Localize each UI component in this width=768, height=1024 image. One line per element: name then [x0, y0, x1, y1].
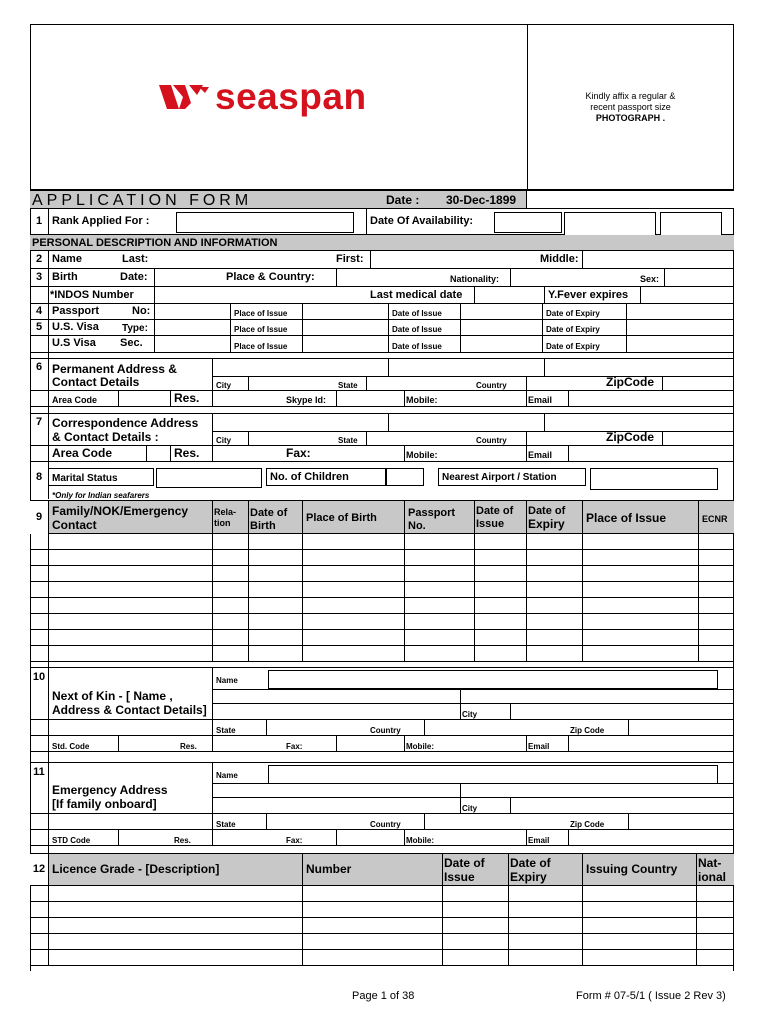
yfever-label: Y.Fever expires	[548, 289, 629, 301]
place-of-issue-label: Place of Issue	[234, 309, 288, 318]
last-name-label: Last:	[122, 253, 149, 265]
visa-row	[30, 320, 734, 336]
photo-instruction-2: recent passport size	[590, 102, 671, 112]
indos-label: *INDOS Number	[50, 289, 134, 301]
table-cell-divider	[582, 566, 583, 581]
name-row	[30, 251, 734, 269]
nok-state-row	[30, 720, 734, 736]
name-label: Name	[52, 253, 82, 265]
table-cell-divider	[48, 950, 49, 965]
rank-row	[30, 209, 734, 235]
table-cell-divider	[696, 950, 697, 965]
page-number: Page 1 of 38	[352, 990, 415, 1002]
visa-type-label: Type:	[122, 323, 148, 334]
table-cell-divider	[698, 614, 699, 629]
photo-box	[527, 25, 733, 189]
licence-table-row[interactable]	[30, 950, 734, 966]
visa-label: U.S. Visa	[52, 321, 99, 333]
fax-label: Fax:	[286, 446, 311, 460]
fax-label: Fax:	[286, 836, 303, 845]
table-cell-divider	[48, 934, 49, 949]
table-cell-divider	[404, 582, 405, 597]
place-country-label: Place & Country:	[226, 271, 315, 283]
mobile-label: Mobile:	[406, 395, 438, 405]
correspondence-address-row	[30, 414, 734, 431]
table-cell-divider	[698, 598, 699, 613]
children-label: No. of Children	[270, 471, 349, 483]
row-number: 2	[35, 253, 43, 265]
table-cell-divider	[404, 646, 405, 661]
marital-status-label: Marital Status	[52, 473, 118, 484]
table-cell-divider	[302, 614, 303, 629]
nok-phone-row	[30, 736, 734, 752]
rank-label: Rank Applied For :	[52, 215, 150, 227]
sex-label: Sex:	[640, 274, 660, 284]
table-cell-divider	[696, 934, 697, 949]
zipcode-label: ZipCode	[606, 430, 654, 444]
emergency-label: Emergency Address	[52, 783, 168, 797]
emergency-phone-row	[30, 830, 734, 846]
nok-label-2: Address & Contact Details]	[52, 703, 207, 717]
table-cell-divider	[302, 566, 303, 581]
correspondence-city-row	[30, 431, 734, 446]
table-cell-divider	[302, 534, 303, 549]
table-cell-divider	[302, 646, 303, 661]
family-header-row	[30, 500, 734, 534]
table-cell-divider	[526, 566, 527, 581]
visa-label: U.S Visa	[52, 337, 96, 349]
date-of-expiry-label: Date of Expiry	[546, 342, 600, 351]
relation-header: Rela-	[214, 507, 237, 517]
table-cell-divider	[698, 550, 699, 565]
state-label: State	[338, 381, 358, 390]
table-cell-divider	[582, 950, 583, 965]
table-cell-divider	[48, 646, 49, 661]
table-cell-divider	[302, 918, 303, 933]
table-cell-divider	[442, 902, 443, 917]
marital-row	[30, 468, 734, 488]
emergency-name-label: Name	[216, 771, 238, 780]
table-cell-divider	[302, 902, 303, 917]
airport-label: Nearest Airport / Station	[442, 472, 557, 483]
table-cell-divider	[698, 582, 699, 597]
table-cell-divider	[248, 566, 249, 581]
table-cell-divider	[442, 950, 443, 965]
row-number: 11	[33, 766, 45, 778]
table-cell-divider	[212, 582, 213, 597]
std-code-label: Std. Code	[52, 742, 90, 751]
seaspan-logo	[159, 77, 367, 117]
area-code-label: Area Code	[52, 446, 113, 460]
date-of-expiry-header-2: Expiry	[528, 517, 565, 531]
table-cell-divider	[212, 534, 213, 549]
date-of-issue-label: Date of Issue	[392, 309, 442, 318]
country-label: Country	[370, 820, 401, 829]
table-cell-divider	[248, 582, 249, 597]
city-label: City	[216, 381, 232, 390]
mobile-label: Mobile:	[406, 450, 438, 460]
family-table-row[interactable]	[30, 630, 734, 646]
table-cell-divider	[48, 566, 49, 581]
place-of-birth-header: Place of Birth	[306, 512, 377, 524]
email-label: Email	[528, 742, 550, 751]
emergency-label-2: [If family onboard]	[52, 797, 157, 811]
table-cell-divider	[302, 934, 303, 949]
availability-input-2[interactable]	[564, 212, 656, 237]
table-cell-divider	[526, 534, 527, 549]
emergency-state-row	[30, 814, 734, 830]
date-of-issue-header: Date of	[476, 505, 514, 517]
permanent-city-row	[30, 376, 734, 391]
birth-label: Birth	[52, 271, 78, 283]
table-cell-divider	[302, 582, 303, 597]
table-cell-divider	[696, 902, 697, 917]
table-cell-divider	[582, 598, 583, 613]
table-cell-divider	[442, 918, 443, 933]
indian-note-row	[30, 488, 734, 499]
form-number: Form # 07-5/1 ( Issue 2 Rev 3)	[576, 990, 726, 1002]
table-cell-divider	[474, 550, 475, 565]
table-cell-divider	[582, 582, 583, 597]
availability-input-3[interactable]	[660, 212, 722, 237]
nok-name-row	[30, 668, 734, 690]
passport-no-header: Passport	[408, 507, 456, 519]
table-cell-divider	[582, 934, 583, 949]
table-cell-divider	[474, 534, 475, 549]
table-cell-divider	[212, 630, 213, 645]
std-code-label: STD Code	[52, 836, 91, 845]
table-cell-divider	[526, 582, 527, 597]
passport-no-label: No:	[132, 305, 151, 317]
date-of-expiry-label: Date of Expiry	[546, 325, 600, 334]
national-header-2: ional	[698, 870, 727, 884]
availability-input-1[interactable]	[494, 212, 562, 233]
table-cell-divider	[48, 886, 49, 901]
table-cell-divider	[248, 630, 249, 645]
family-contact-header: Family/NOK/Emergency	[52, 504, 189, 518]
table-cell-divider	[508, 902, 509, 917]
country-label: Country	[370, 726, 401, 735]
city-label: City	[462, 804, 478, 813]
nok-city-row	[30, 704, 734, 720]
table-cell-divider	[212, 566, 213, 581]
table-cell-divider	[508, 950, 509, 965]
row-number: 7	[35, 416, 43, 428]
table-cell-divider	[442, 886, 443, 901]
table-cell-divider	[442, 934, 443, 949]
res-label: Res.	[174, 836, 191, 845]
permanent-address-row	[30, 359, 734, 376]
marital-status-input[interactable]	[156, 468, 262, 488]
email-label: Email	[528, 836, 550, 845]
table-cell-divider	[582, 886, 583, 901]
zipcode-label: Zip Code	[570, 726, 605, 735]
table-cell-divider	[248, 534, 249, 549]
table-cell-divider	[508, 934, 509, 949]
title-row	[30, 190, 734, 209]
table-cell-divider	[582, 534, 583, 549]
country-label: Country	[476, 436, 507, 445]
table-cell-divider	[474, 598, 475, 613]
table-cell-divider	[526, 646, 527, 661]
medical-date-label: Last medical date	[370, 289, 463, 301]
res-label: Res.	[174, 391, 200, 405]
photo-instruction-1: Kindly affix a regular &	[585, 91, 676, 101]
permanent-phone-row	[30, 391, 734, 407]
table-cell-divider	[404, 566, 405, 581]
licence-doe-header: Date of	[510, 856, 551, 870]
date-value: 30-Dec-1899	[446, 193, 517, 207]
permanent-address-label: Permanent Address &	[52, 362, 177, 376]
city-label: City	[462, 710, 478, 719]
date-of-expiry-label: Date of Expiry	[546, 309, 600, 318]
date-label: Date :	[386, 193, 420, 207]
licence-doe-header-2: Expiry	[510, 870, 547, 884]
table-cell-divider	[212, 614, 213, 629]
visa-sec-row	[30, 336, 734, 353]
middle-name-label: Middle:	[540, 253, 579, 265]
last-name-input[interactable]	[154, 251, 304, 268]
date-of-issue-header-2: Issue	[476, 518, 505, 530]
table-cell-divider	[48, 582, 49, 597]
zipcode-label: ZipCode	[606, 375, 654, 389]
spacer-row	[30, 407, 734, 414]
licence-table-row[interactable]	[30, 918, 734, 934]
visa-sec-label: Sec.	[120, 337, 143, 349]
mobile-label: Mobile:	[406, 836, 434, 845]
spacer-row	[30, 752, 734, 762]
table-cell-divider	[404, 630, 405, 645]
table-cell-divider	[582, 550, 583, 565]
table-cell-divider	[302, 630, 303, 645]
place-of-issue-label: Place of Issue	[234, 325, 288, 334]
table-cell-divider	[696, 918, 697, 933]
section-personal	[30, 235, 734, 251]
table-cell-divider	[404, 614, 405, 629]
table-cell-divider	[474, 582, 475, 597]
table-cell-divider	[248, 614, 249, 629]
dob-header-2: Birth	[250, 520, 276, 532]
emergency-name-row	[30, 762, 734, 784]
emergency-name-input[interactable]	[268, 765, 718, 784]
family-table-row[interactable]	[30, 598, 734, 614]
table-cell-divider	[582, 646, 583, 661]
area-code-label: Area Code	[52, 395, 98, 405]
mobile-label: Mobile:	[406, 742, 434, 751]
licence-number-header: Number	[306, 862, 352, 876]
first-name-label: First:	[336, 253, 364, 265]
table-cell-divider	[474, 614, 475, 629]
table-cell-divider	[48, 918, 49, 933]
place-of-issue-header: Place of Issue	[586, 511, 667, 525]
table-cell-divider	[302, 598, 303, 613]
nationality-label: Nationality:	[450, 274, 500, 284]
section-personal-title: PERSONAL DESCRIPTION AND INFORMATION	[32, 237, 278, 249]
date-of-expiry-header: Date of	[528, 505, 566, 517]
row-number: 3	[35, 271, 43, 283]
nok-label: Next of Kin - [ Name ,	[52, 689, 173, 703]
table-cell-divider	[508, 918, 509, 933]
table-cell-divider	[698, 646, 699, 661]
table-cell-divider	[48, 550, 49, 565]
licence-table-row[interactable]	[30, 886, 734, 902]
table-cell-divider	[404, 598, 405, 613]
table-cell-divider	[698, 566, 699, 581]
row-number: 4	[35, 305, 43, 317]
licence-table-row[interactable]	[30, 902, 734, 918]
children-input[interactable]	[386, 468, 424, 486]
spacer-row	[30, 846, 734, 854]
table-cell-divider	[582, 902, 583, 917]
res-label: Res.	[174, 446, 200, 460]
row-number: 9	[30, 501, 48, 534]
row-number: 8	[35, 471, 43, 483]
row-number: 6	[35, 361, 43, 373]
table-cell-divider	[48, 902, 49, 917]
form-header	[30, 24, 734, 190]
row-number: 12	[30, 854, 48, 885]
passport-no-header-2: No.	[408, 520, 426, 532]
email-label: Email	[528, 450, 553, 460]
family-table-row[interactable]	[30, 534, 734, 550]
table-cell-divider	[698, 534, 699, 549]
brand-name: seaspan	[215, 76, 367, 117]
table-cell-divider	[248, 598, 249, 613]
table-cell-divider	[48, 534, 49, 549]
table-cell-divider	[212, 646, 213, 661]
passport-label: Passport	[52, 305, 100, 317]
table-cell-divider	[302, 886, 303, 901]
family-table-row[interactable]	[30, 550, 734, 566]
form-title: APPLICATION FORM	[32, 192, 253, 209]
indos-row	[30, 287, 734, 304]
national-header: Nat-	[698, 856, 722, 870]
table-cell-divider	[302, 950, 303, 965]
country-label: Country	[476, 381, 507, 390]
table-cell-divider	[48, 630, 49, 645]
nok-address-line	[30, 690, 734, 704]
emergency-address-line	[30, 784, 734, 798]
table-cell-divider	[508, 886, 509, 901]
table-cell-divider	[248, 646, 249, 661]
table-cell-divider	[302, 550, 303, 565]
family-table-row[interactable]	[30, 646, 734, 662]
city-label: City	[216, 436, 232, 445]
family-contact-header-2: Contact	[52, 518, 97, 532]
state-label: State	[216, 820, 236, 829]
nok-name-label: Name	[216, 676, 238, 685]
skype-label: Skype Id:	[286, 395, 327, 405]
table-cell-divider	[404, 550, 405, 565]
table-cell-divider	[582, 630, 583, 645]
row-number: 1	[35, 215, 43, 227]
table-cell-divider	[48, 598, 49, 613]
availability-label: Date Of Availability:	[370, 215, 474, 227]
photo-instruction-3: PHOTOGRAPH .	[595, 113, 666, 123]
rank-input[interactable]	[176, 212, 354, 233]
airport-input[interactable]	[590, 468, 718, 490]
email-label: Email	[528, 395, 553, 405]
licence-table-row[interactable]	[30, 934, 734, 950]
table-cell-divider	[212, 550, 213, 565]
place-of-issue-label: Place of Issue	[234, 342, 288, 351]
indian-seafarers-note: *Only for Indian seafarers	[52, 491, 150, 500]
nok-name-input[interactable]	[268, 670, 718, 689]
passport-row	[30, 304, 734, 320]
date-of-issue-label: Date of Issue	[392, 342, 442, 351]
state-label: State	[338, 436, 358, 445]
table-cell-divider	[474, 566, 475, 581]
table-cell-divider	[696, 886, 697, 901]
table-cell-divider	[526, 630, 527, 645]
licence-doi-header: Date of	[444, 856, 485, 870]
contact-details-label: & Contact Details :	[52, 430, 159, 444]
ecnr-header: ECNR	[702, 514, 728, 524]
table-cell-divider	[212, 598, 213, 613]
table-cell-divider	[474, 646, 475, 661]
table-cell-divider	[48, 614, 49, 629]
licence-grade-header: Licence Grade - [Description]	[52, 862, 220, 876]
table-cell-divider	[526, 550, 527, 565]
zipcode-label: Zip Code	[570, 820, 605, 829]
correspondence-address-label: Correspondence Address	[52, 416, 199, 430]
emergency-city-row	[30, 798, 734, 814]
licence-header-row	[30, 854, 734, 886]
birth-date-label: Date:	[120, 271, 148, 283]
family-table-row[interactable]	[30, 566, 734, 582]
family-table-row[interactable]	[30, 614, 734, 630]
table-cell-divider	[526, 598, 527, 613]
table-cell-divider	[582, 918, 583, 933]
issuing-country-header: Issuing Country	[586, 862, 678, 876]
fax-label: Fax:	[286, 742, 303, 751]
seaspan-chevrons-icon	[159, 85, 211, 109]
date-of-issue-label: Date of Issue	[392, 325, 442, 334]
table-cell-divider	[474, 630, 475, 645]
family-table-row[interactable]	[30, 582, 734, 598]
table-cell-divider	[582, 614, 583, 629]
correspondence-phone-row	[30, 446, 734, 462]
table-cell-divider	[526, 614, 527, 629]
birth-row	[30, 269, 734, 287]
res-label: Res.	[180, 742, 197, 751]
table-cell-divider	[248, 550, 249, 565]
relation-header-2: tion	[214, 518, 231, 528]
row-number: 5	[35, 321, 43, 333]
licence-doi-header-2: Issue	[444, 870, 475, 884]
row-number: 10	[32, 671, 46, 683]
contact-details-label: Contact Details	[52, 375, 140, 389]
state-label: State	[216, 726, 236, 735]
dob-header: Date of	[250, 507, 288, 519]
table-cell-divider	[698, 630, 699, 645]
table-cell-divider	[404, 534, 405, 549]
